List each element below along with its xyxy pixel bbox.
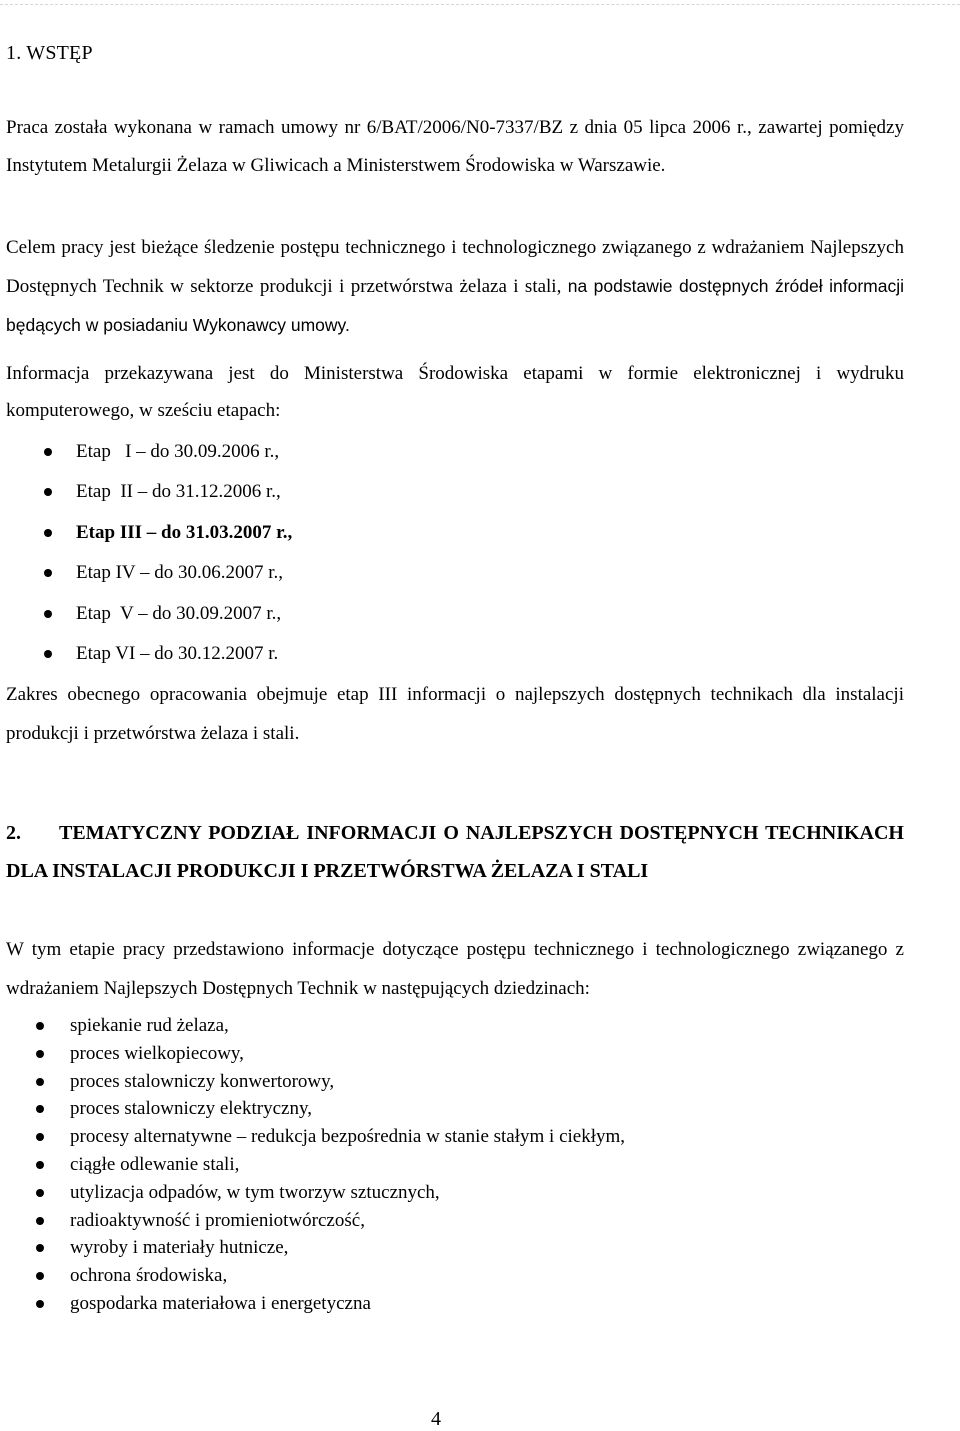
stages-list [0, 432, 292, 674]
list-item-stage-2: Etap II – do 31.12.2006 r., [0, 472, 292, 512]
section-number: 2. [6, 822, 21, 844]
paragraph-information: Informacja przekazywana jest do Ministerstwa Środowiska etapami w formie elektronicznej i wydruku komputerowego, w sześciu etapach: [6, 363, 904, 421]
section-heading-thematic-division [6, 814, 904, 890]
list-item-domain: gospodarka materiałowa i energetyczna [0, 1290, 625, 1318]
list-item-stage-1: Etap I – do 30.09.2006 r., [0, 432, 292, 472]
list-item-domain: utylizacja odpadów, w tym tworzyw sztucznych, [0, 1179, 625, 1207]
section-heading-introduction: 1. WSTĘP [6, 42, 93, 64]
top-border-line [0, 4, 960, 5]
section-title: TEMATYCZNY PODZIAŁ INFORMACJI O NAJLEPSZYCH DOSTĘPNYCH TECHNIKACH DLA INSTALACJI PRODUKCJI I PRZETWÓRSTWA ŻELAZA I STALI [6, 822, 904, 882]
paragraph-contract: Praca została wykonana w ramach umowy nr 6/BAT/2006/N0-7337/BZ z dnia 05 lipca 2006 r., zawartej pomiędzy Instytutem Metalurgii Żelaza w Gliwicach a Ministerstwem Środowiska w Warszawie. [6, 117, 904, 176]
list-item-domain: ochrona środowiska, [0, 1262, 625, 1290]
list-item-domain: ciągłe odlewanie stali, [0, 1151, 625, 1179]
list-item-stage-4: Etap IV – do 30.06.2007 r., [0, 553, 292, 593]
paragraph-goal-text-sans: na podstawie dostępnych źródeł informacji będących w posiadaniu Wykonawcy umowy. [6, 276, 904, 335]
paragraph-goal [6, 228, 904, 345]
list-item-stage-5: Etap V – do 30.09.2007 r., [0, 594, 292, 634]
paragraph-scope: Zakres obecnego opracowania obejmuje etap III informacji o najlepszych dostępnych technikach dla instalacji produkcji i przetwórstwa żelaza i stali. [6, 684, 904, 744]
paragraph-goal-text: Celem pracy jest bieżące śledzenie postępu technicznego i technologicznego związanego z wdrażaniem Najlepszych Dostępnych Technik w sektorze produkcji i przetwórstwa żelaza i stali, [6, 237, 904, 297]
domains-list [0, 1012, 625, 1318]
list-item-domain: proces stalowniczy konwertorowy, [0, 1068, 625, 1096]
list-item-domain: proces wielkopiecowy, [0, 1040, 625, 1068]
list-item-domain: spiekanie rud żelaza, [0, 1012, 625, 1040]
page-number: 4 [431, 1408, 441, 1430]
paragraph-work-stage: W tym etapie pracy przedstawiono informacje dotyczące postępu technicznego i technologicznego związanego z wdrażaniem Najlepszych Dostępnych Technik w następujących dziedzinach: [6, 939, 904, 999]
list-item-stage-6: Etap VI – do 30.12.2007 r. [0, 634, 292, 674]
list-item-domain: procesy alternatywne – redukcja bezpośrednia w stanie stałym i ciekłym, [0, 1123, 625, 1151]
list-item-domain: proces stalowniczy elektryczny, [0, 1095, 625, 1123]
list-item-domain: wyroby i materiały hutnicze, [0, 1234, 625, 1262]
list-item-stage-3: Etap III – do 31.03.2007 r., [0, 513, 292, 553]
list-item-domain: radioaktywność i promieniotwórczość, [0, 1207, 625, 1235]
